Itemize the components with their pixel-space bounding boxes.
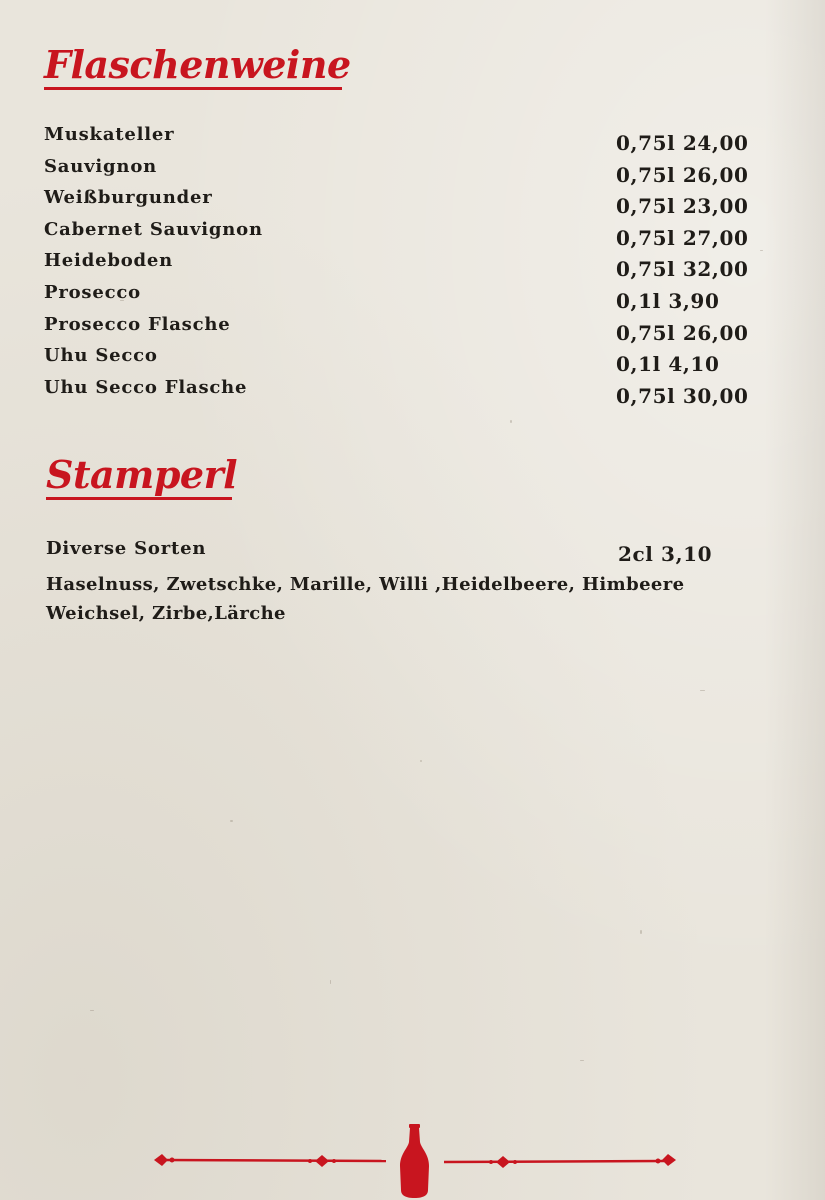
item-price: 0,75l 26,00 [616,320,749,345]
item-price: 0,75l 30,00 [616,383,749,408]
menu-item [44,124,749,156]
item-price: 0,75l 32,00 [616,257,749,282]
item-price: 0,1l 4,10 [616,352,720,377]
item-name: Uhu Secco [44,345,158,367]
bottle-icon [400,1124,429,1198]
item-name: Uhu Secco Flasche [44,376,248,398]
menu-item [44,282,744,314]
page-edge-shadow [765,0,825,1200]
item-price: 0,75l 24,00 [616,131,749,155]
item-price: 0,75l 23,00 [616,194,749,219]
menu-item [46,538,746,566]
varieties-list: Haselnuss, Zwetschke, Marille, Willi ,Heidelbeere, Himbeere [46,574,685,595]
item-name: Heideboden [44,250,174,272]
item-name: Cabernet Sauvignon [44,218,263,240]
item-name: Muskateller [44,124,175,145]
menu-item [44,218,749,251]
section-title-flaschenweine: Flaschenweine [44,46,342,90]
item-price: 0,75l 26,00 [616,162,749,187]
varieties-list: Weichsel, Zirbe,Lärche [46,603,286,624]
footer-ornament [150,1118,680,1200]
item-name: Sauvignon [44,155,158,177]
menu-item [44,376,749,409]
item-price: 0,75l 27,00 [616,225,749,250]
item-name: Prosecco Flasche [44,313,231,335]
item-name: Weißburgunder [44,187,213,209]
item-price: 2cl 3,10 [618,542,713,566]
item-price: 0,1l 3,90 [616,288,720,313]
menu-item [44,345,744,377]
menu-item [44,313,749,346]
wine-list [44,124,749,408]
menu-item [44,187,749,219]
item-name: Prosecco [44,281,141,303]
section-title-stamperl: Stamperl [46,456,232,500]
item-name: Diverse Sorten [46,538,207,559]
menu-item [44,250,749,282]
menu-item [44,155,749,188]
